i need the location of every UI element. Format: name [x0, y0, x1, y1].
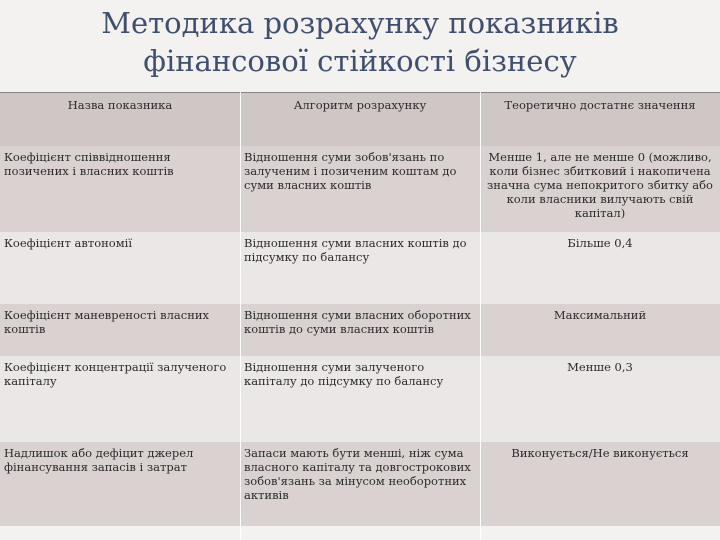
indicator-name: Коефіцієнт співвідношення позичених і власних коштів: [0, 146, 240, 232]
column-divider: [240, 92, 241, 540]
indicators-table: [0, 92, 720, 526]
indicator-algorithm: Відношення суми власних коштів до підсумку по балансу: [240, 232, 480, 304]
column-divider: [480, 92, 481, 540]
indicator-name: Коефіцієнт концентрації залученого капіталу: [0, 356, 240, 442]
indicator-value: Максимальний: [480, 304, 720, 356]
table-row: [0, 356, 720, 442]
indicator-algorithm: Відношення суми власних оборотних коштів до суми власних коштів: [240, 304, 480, 356]
slide-title-line-1: Методика розрахунку показників: [101, 6, 619, 40]
indicator-value: Більше 0,4: [480, 232, 720, 304]
indicator-value: Менше 0,3: [480, 356, 720, 442]
header-sufficient-value: Теоретично достатнє значення: [504, 98, 696, 112]
indicator-algorithm: Відношення суми зобов'язань по залученим і позиченим коштам до суми власних коштів: [240, 146, 480, 232]
table-row: [0, 304, 720, 356]
table-row: [0, 232, 720, 304]
indicator-algorithm: Відношення суми залученого капіталу до підсумку по балансу: [240, 356, 480, 442]
table-header-row: [0, 92, 720, 146]
indicator-name: Надлишок або дефіцит джерел фінансування запасів і затрат: [0, 442, 240, 526]
indicator-algorithm: Запаси мають бути менші, ніж сума власного капіталу та довгострокових зобов'язань за мінусом необоротних активів: [240, 442, 480, 526]
table-row: [0, 442, 720, 526]
indicator-value: Виконується/Не виконується: [480, 442, 720, 526]
indicator-name: Коефіцієнт автономії: [0, 232, 240, 304]
header-algorithm: Алгоритм розрахунку: [293, 98, 427, 112]
table-top-border: [0, 92, 720, 93]
indicator-name: Коефіцієнт маневреності власних коштів: [0, 304, 240, 356]
slide-title: [0, 0, 720, 92]
header-indicator-name: Назва показника: [67, 98, 173, 112]
table-row: [0, 146, 720, 232]
indicator-value: Менше 1, але не менше 0 (можливо, коли бізнес збитковий і накопичена значна сума непокритого збитку або коли власники вилучають свій капітал): [480, 146, 720, 232]
slide-title-line-2: фінансової стійкості бізнесу: [143, 44, 577, 78]
